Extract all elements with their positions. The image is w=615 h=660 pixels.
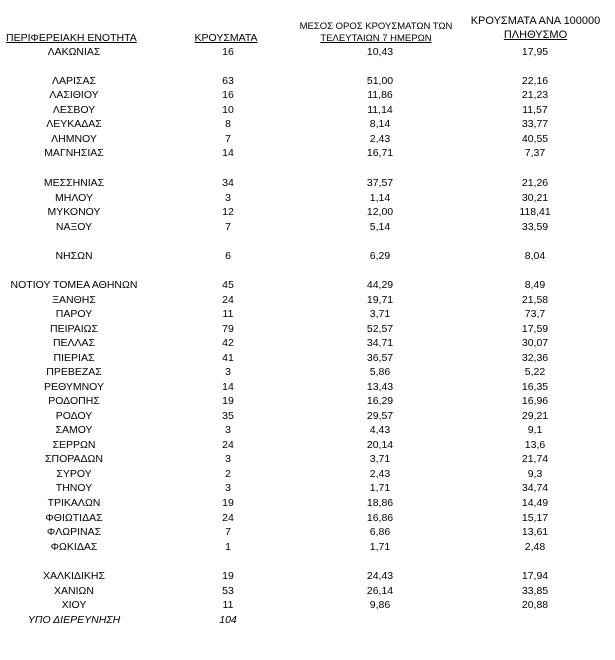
region-cell: ΠΙΕΡΙΑΣ	[53, 352, 95, 364]
average-cell: 16,86	[366, 512, 394, 524]
average-cell: 1,14	[369, 192, 391, 204]
average-cell: 24,43	[366, 570, 394, 582]
average-cell: 6,86	[369, 526, 391, 538]
per-100000-cell: 21,74	[521, 453, 549, 465]
per-100000-cell: 40,55	[521, 133, 549, 145]
per-100000-cell: 5,22	[524, 366, 546, 378]
cases-cell: 7	[225, 133, 231, 145]
region-cell: ΤΡΙΚΑΛΩΝ	[47, 497, 101, 509]
per-100000-cell: 13,61	[521, 526, 549, 538]
region-cell: ΡΟΔΟΠΗΣ	[48, 395, 100, 407]
cases-cell: 12	[222, 206, 234, 218]
region-cell: ΠΑΡΟΥ	[55, 308, 93, 320]
header-cases: ΚΡΟΥΣΜΑΤΑ	[194, 32, 258, 44]
average-cell: 1,71	[369, 482, 391, 494]
cases-cell: 16	[222, 89, 234, 101]
per-100000-cell: 9,3	[527, 468, 543, 480]
cases-cell: 6	[225, 250, 231, 262]
cases-cell: 41	[222, 352, 234, 364]
average-cell: 51,00	[366, 75, 394, 87]
average-cell: 20,14	[366, 439, 394, 451]
cases-cell: 3	[225, 366, 231, 378]
per-100000-cell: 17,59	[521, 323, 549, 335]
under-investigation-label: ΥΠΟ ΔΙΕΡΕΥΝΗΣΗ	[27, 614, 121, 626]
per-100000-cell: 15,17	[521, 512, 549, 524]
per-100000-cell: 21,58	[521, 294, 549, 306]
region-cell: ΠΕΛΛΑΣ	[52, 337, 96, 349]
per-100000-cell: 21,26	[521, 177, 549, 189]
average-cell: 37,57	[366, 177, 394, 189]
average-cell: 8,14	[369, 118, 391, 130]
average-cell: 26,14	[366, 585, 394, 597]
header-average-line-2: ΤΕΛΕΥΤΑΙΩΝ 7 ΗΜΕΡΩΝ	[320, 33, 432, 44]
region-cell: ΜΥΚΟΝΟΥ	[47, 206, 101, 218]
average-cell: 12,00	[366, 206, 394, 218]
per-100000-cell: 21,23	[521, 89, 549, 101]
cases-cell: 14	[222, 147, 234, 159]
cases-cell: 35	[222, 410, 234, 422]
cases-cell: 24	[222, 512, 234, 524]
average-cell: 11,14	[367, 104, 393, 116]
per-100000-cell: 29,21	[521, 410, 549, 422]
region-cell: ΡΟΔΟΥ	[55, 410, 93, 422]
average-cell: 16,29	[366, 395, 394, 407]
per-100000-cell: 16,35	[521, 381, 549, 393]
average-cell: 19,71	[366, 294, 394, 306]
cases-cell: 1	[225, 541, 231, 553]
average-cell: 16,71	[366, 147, 394, 159]
header-per-line-1: ΚΡΟΥΣΜΑΤΑ ΑΝΑ 100000	[470, 15, 601, 27]
average-cell: 4,43	[369, 424, 391, 436]
per-100000-cell: 16,96	[521, 395, 549, 407]
cases-cell: 16	[222, 46, 234, 58]
average-cell: 52,57	[366, 323, 394, 335]
cases-cell: 11	[222, 599, 234, 611]
average-cell: 36,57	[366, 352, 394, 364]
region-cell: ΣΑΜΟΥ	[55, 424, 93, 436]
per-100000-cell: 33,77	[521, 118, 549, 130]
per-100000-cell: 20,88	[521, 599, 549, 611]
region-cell: ΦΩΚΙΔΑΣ	[50, 541, 98, 553]
average-cell: 13,43	[366, 381, 394, 393]
cases-cell: 34	[222, 177, 234, 189]
cases-cell: 53	[222, 585, 234, 597]
per-100000-cell: 33,85	[521, 585, 549, 597]
region-cell: ΡΕΘΥΜΝΟΥ	[43, 381, 104, 393]
per-100000-cell: 17,94	[521, 570, 549, 582]
region-cell: ΝΗΣΩΝ	[55, 250, 93, 262]
per-100000-cell: 33,59	[521, 221, 549, 233]
region-cell: ΜΗΛΟΥ	[55, 192, 93, 204]
cases-cell: 63	[222, 75, 234, 87]
region-cell: ΣΥΡΟΥ	[56, 468, 92, 480]
average-cell: 34,71	[366, 337, 394, 349]
region-cell: ΤΗΝΟΥ	[55, 482, 93, 494]
region-cell: ΛΕΣΒΟΥ	[52, 104, 96, 116]
per-100000-cell: 17,95	[521, 46, 549, 58]
under-investigation-cases: 104	[219, 614, 237, 626]
per-100000-cell: 30,07	[521, 337, 549, 349]
per-100000-cell: 9,1	[527, 424, 543, 436]
cases-cell: 24	[222, 439, 234, 451]
cases-cell: 2	[225, 468, 231, 480]
per-100000-cell: 7,37	[524, 147, 546, 159]
per-100000-cell: 22,16	[521, 75, 549, 87]
cases-cell: 11	[222, 308, 234, 320]
header-average-line-1: ΜΕΣΟΣ ΟΡΟΣ ΚΡΟΥΣΜΑΤΩΝ ΤΩΝ	[299, 21, 453, 32]
average-cell: 5,14	[369, 221, 391, 233]
region-cell: ΠΕΙΡΑΙΩΣ	[50, 323, 98, 335]
region-cell: ΜΑΓΝΗΣΙΑΣ	[44, 147, 104, 159]
average-cell: 3,71	[369, 308, 391, 320]
average-cell: 44,29	[366, 279, 394, 291]
cases-cell: 14	[222, 381, 234, 393]
region-cell: ΣΕΡΡΩΝ	[52, 439, 96, 451]
region-cell: ΝΟΤΙΟΥ ΤΟΜΕΑ ΑΘΗΝΩΝ	[10, 279, 138, 291]
cases-cell: 45	[222, 279, 234, 291]
per-100000-cell: 14,49	[521, 497, 549, 509]
region-cell: ΧΙΟΥ	[61, 599, 87, 611]
per-100000-cell: 8,04	[524, 250, 546, 262]
per-100000-cell: 30,21	[521, 192, 549, 204]
per-100000-cell: 13,6	[524, 439, 546, 451]
per-100000-cell: 11,57	[522, 104, 548, 116]
header-per-line-2: ΠΛΗΘΥΣΜΟ	[503, 29, 568, 41]
cases-cell: 3	[225, 192, 231, 204]
cases-cell: 19	[222, 497, 234, 509]
per-100000-cell: 73,7	[524, 308, 546, 320]
cases-cell: 3	[225, 424, 231, 436]
per-100000-cell: 118,41	[519, 206, 551, 218]
cases-cell: 7	[225, 221, 231, 233]
region-cell: ΜΕΣΣΗΝΙΑΣ	[43, 177, 105, 189]
cases-cell: 42	[222, 337, 234, 349]
per-100000-cell: 32,36	[521, 352, 549, 364]
region-cell: ΞΑΝΘΗΣ	[52, 294, 96, 306]
region-cell: ΠΡΕΒΕΖΑΣ	[46, 366, 102, 378]
region-cell: ΛΗΜΝΟΥ	[51, 133, 97, 145]
average-cell: 3,71	[369, 453, 391, 465]
cases-cell: 3	[225, 482, 231, 494]
per-100000-cell: 8,49	[524, 279, 546, 291]
cases-cell: 7	[225, 526, 231, 538]
per-100000-cell: 2,48	[524, 541, 546, 553]
average-cell: 2,43	[369, 468, 391, 480]
average-cell: 1,71	[369, 541, 391, 553]
region-cell: ΝΑΞΟΥ	[55, 221, 93, 233]
region-cell: ΛΑΡΙΣΑΣ	[52, 75, 96, 87]
average-cell: 18,86	[366, 497, 394, 509]
average-cell: 6,29	[369, 250, 391, 262]
average-cell: 2,43	[369, 133, 391, 145]
region-cell: ΧΑΛΚΙΔΙΚΗΣ	[43, 570, 105, 582]
cases-cell: 79	[222, 323, 234, 335]
average-cell: 9,86	[369, 599, 391, 611]
region-cell: ΣΠΟΡΑΔΩΝ	[45, 453, 103, 465]
per-100000-cell: 34,74	[521, 482, 549, 494]
region-cell: ΦΘΙΩΤΙΔΑΣ	[45, 512, 103, 524]
cases-cell: 19	[222, 570, 234, 582]
cases-cell: 8	[225, 118, 231, 130]
region-cell: ΧΑΝΙΩΝ	[54, 585, 94, 597]
average-cell: 5,86	[369, 366, 391, 378]
average-cell: 29,57	[366, 410, 394, 422]
region-cell: ΛΑΚΩΝΙΑΣ	[47, 46, 101, 58]
cases-cell: 3	[225, 453, 231, 465]
cases-cell: 24	[222, 294, 234, 306]
region-cell: ΛΑΣΙΘΙΟΥ	[49, 89, 99, 101]
cases-cell: 19	[222, 395, 234, 407]
cases-cell: 10	[222, 104, 234, 116]
region-cell: ΛΕΥΚΑΔΑΣ	[46, 118, 102, 130]
average-cell: 10,43	[366, 46, 394, 58]
average-cell: 11,86	[367, 89, 393, 101]
region-cell: ΦΛΩΡΙΝΑΣ	[46, 526, 102, 538]
header-region: ΠΕΡΙΦΕΡΕΙΑΚΗ ΕΝΟΤΗΤΑ	[6, 32, 137, 44]
